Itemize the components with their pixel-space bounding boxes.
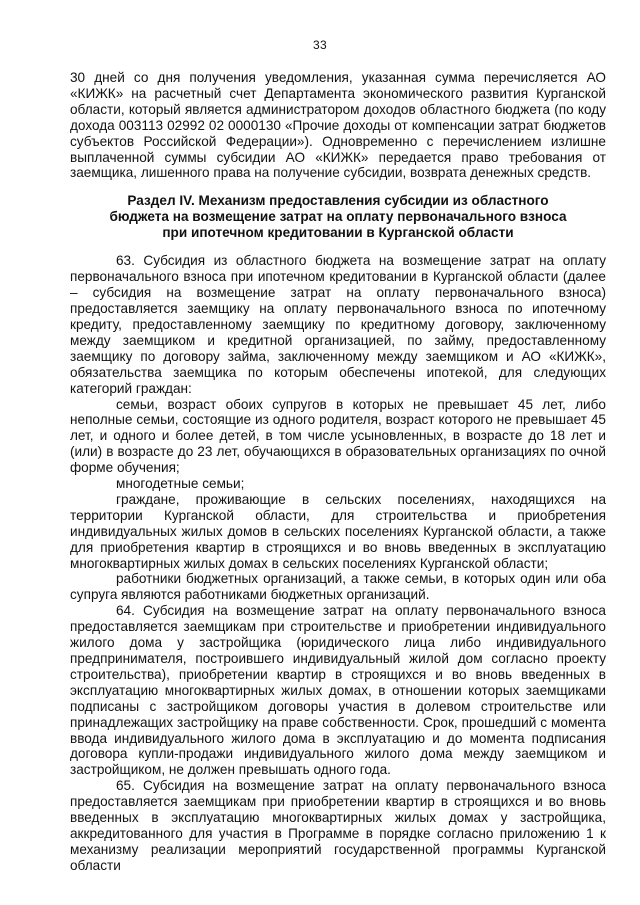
paragraph-63-category-budget-workers: работники бюджетных организаций, а также семьи, в которых один или оба супруга являются работниками бюджетных организаций. [70, 571, 606, 603]
paragraph-65: 65. Субсидия на возмещение затрат на оплату первоначального взноса предоставляется заемщикам при приобретении квартир в строящихся и во вновь введенных в эксплуатацию многоквартирных жилых домах у застройщика, аккредитованного для участия в Программе в порядке согласно приложению 1 к механизму реализации мероприятий государственной программы Курганской области [70, 778, 606, 873]
document-body [70, 70, 606, 874]
paragraph-64: 64. Субсидия на возмещение затрат на оплату первоначального взноса предоставляется заемщикам при строительстве и приобретении индивидуального жилого дома у застройщика (юридического лица либо индивидуального предпринимателя, построившего индивидуальный жилой дом согласно проекту строительства), приобретении квартир в строящихся и во вновь введенных в эксплуатацию многоквартирных жилых домах, в отношении которых заемщиками подписаны с застройщиком договоры участия в долевом строительстве или принадлежащих застройщику на праве собственности. Срок, прошедший с момента ввода индивидуального жилого дома в эксплуатацию и до момента подписания договора купли-продажи индивидуального жилого дома между заемщиком и застройщиком, не должен превышать одного года. [70, 603, 606, 778]
paragraph-63-category-large-families: многодетные семьи; [116, 476, 245, 492]
paragraph-63: 63. Субсидия из областного бюджета на возмещение затрат на оплату первоначального взноса при ипотечном кредитовании в Курганской области (далее – субсидия на возмещение затрат на оплату первоначального взноса) предоставляется заемщику на оплату первоначального взноса по ипотечному кредиту, предоставленному заемщику по кредитному договору, заключенному между заемщиком и кредитной организацией, по займу, предоставленному заемщику по договору займа, заключенному между заемщиком и АО «КИЖК», обязательства заемщика по которым обеспечены ипотекой, для следующих категорий граждан: [70, 253, 606, 396]
section-title: Раздел IV. Механизм предоставления субсидии из областного бюджета на возмещение затрат на оплату первоначального взноса при ипотечном кредитовании в Курганской области [109, 193, 567, 241]
paragraph-continuation: 30 дней со дня получения уведомления, указанная сумма перечисляется АО «КИЖК» на расчетный счет Департамента экономического развития Курганской области, который является администратором доходов областного бюджета (по коду дохода 003113 02992 02 0000130 «Прочие доходы от компенсации затрат бюджетов субъектов Российской Федерации»). Одновременно с перечислением излишне выплаченной суммы субсидии АО «КИЖК» передается право требования от заемщика, лишенного права на получение субсидии, возврата денежных средств. [70, 70, 606, 181]
paragraph-63-category-rural-residents: граждане, проживающие в сельских поселениях, находящихся на территории Курганской области, для строительства и приобретения индивидуальных жилых домов в сельских поселениях Курганской области, а также для приобретения квартир в строящихся и во вновь введенных в эксплуатацию многоквартирных жилых домах в сельских поселениях Курганской области; [70, 491, 606, 571]
paragraph-63-category-young-families: семьи, возраст обоих супругов в которых не превышает 45 лет, либо неполные семьи, состоящие из одного родителя, возраст которого не превышает 45 лет, и одного и более детей, в том числе усыновленных, в возрасте до 18 лет и (или) в возрасте до 23 лет, обучающихся в образовательных организациях по очной форме обучения; [70, 396, 606, 476]
page-number: 33 [313, 38, 327, 52]
